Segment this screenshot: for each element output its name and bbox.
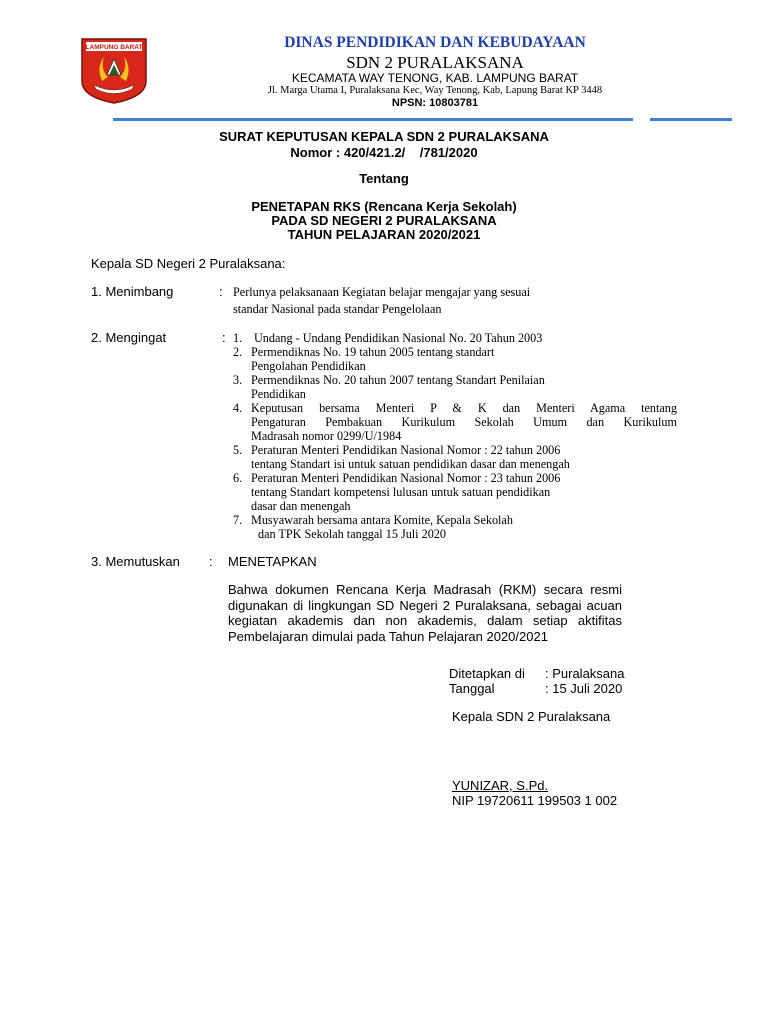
resolving-colon: : — [209, 554, 213, 569]
resolution-line: Bahwa dokumen Rencana Kerja Madrasah (RKM) secara resmi — [228, 582, 622, 597]
npsn-line: NPSN: 10803781 — [391, 97, 479, 109]
place-label: Ditetapkan di — [449, 666, 525, 681]
recalling-item-text: Pengolahan Pendidikan — [251, 359, 366, 373]
recalling-item-text: Peraturan Menteri Pendidikan Nasional Nomor : 23 tahun 2006 — [251, 471, 561, 485]
resolution-line: kegiatan akademis dan non akademis, dalam setiap aktifitas — [228, 613, 622, 628]
recalling-item-number: 1. — [233, 331, 243, 345]
subject-line-2: PADA SD NEGERI 2 PURALAKSANA — [271, 213, 497, 228]
subject-line-1: PENETAPAN RKS (Rencana Kerja Sekolah) — [251, 199, 517, 214]
recalling-item-text: dasar dan menengah — [251, 499, 351, 513]
considering-label: 1. Menimbang — [91, 284, 174, 299]
resolving-label: 3. Memutuskan — [91, 554, 180, 569]
agency-name: DINAS PENDIDIKAN DAN KEBUDAYAAN — [284, 34, 586, 51]
subject-line-3: TAHUN PELAJARAN 2020/2021 — [287, 227, 481, 242]
letterhead-divider-left — [113, 118, 633, 121]
opening-line: Kepala SD Negeri 2 Puralaksana: — [91, 256, 286, 271]
recalling-item-number: 5. — [233, 443, 243, 457]
resolution-line: digunakan di lingkungan SD Negeri 2 Puralaksana, sebagai acuan — [228, 597, 622, 613]
considering-colon: : — [219, 284, 223, 299]
date-label: Tanggal — [449, 681, 495, 696]
considering-line-2: standar Nasional pada standar Pengelolaan — [233, 302, 442, 316]
school-name: SDN 2 PURALAKSANA — [346, 53, 524, 72]
recalling-item-text: Pengaturan Pembakuan Kurikulum Sekolah Umum dan Kurikulum — [251, 415, 677, 429]
recalling-item-text: Musyawarah bersama antara Komite, Kepala Sekolah — [251, 513, 513, 527]
resolving-heading: MENETAPKAN — [228, 554, 317, 569]
resolution-line: Pembelajaran dimulai pada Tahun Pelajaran 2020/2021 — [228, 628, 548, 644]
district-line: KECAMATA WAY TENONG, KAB. LAMPUNG BARAT — [291, 71, 579, 85]
recalling-item-text: Pendidikan — [251, 387, 306, 401]
date-value: : 15 Juli 2020 — [545, 681, 623, 696]
about-label: Tentang — [359, 171, 409, 186]
recalling-colon: : — [222, 330, 226, 345]
letterhead-divider-right — [650, 118, 732, 121]
recalling-item-number: 3. — [233, 373, 243, 387]
recalling-item-text: Madrasah nomor 0299/U/1984 — [251, 429, 402, 443]
decree-number: Nomor : 420/421.2/ /781/2020 — [290, 145, 478, 160]
recalling-item-text: dan TPK Sekolah tanggal 15 Juli 2020 — [258, 527, 446, 541]
recalling-item-text: Permendiknas No. 20 tahun 2007 tentang Standart Penilaian — [251, 373, 545, 387]
recalling-item-text: Undang - Undang Pendidikan Nasional No. 20 Tahun 2003 — [254, 331, 543, 345]
recalling-item-text: Permendiknas No. 19 tahun 2005 tentang standart — [251, 345, 495, 359]
recalling-item-number: 7. — [233, 513, 243, 527]
recalling-item-number: 2. — [233, 345, 243, 359]
recalling-item-text: tentang Standart isi untuk satuan pendidikan dasar dan menengah — [251, 457, 570, 471]
signatory-name: YUNIZAR, S.Pd. — [452, 778, 549, 793]
recalling-label: 2. Mengingat — [91, 330, 167, 345]
recalling-item-text: Keputusan bersama Menteri P & K dan Menteri Agama tentang — [251, 401, 677, 415]
recalling-item-number: 4. — [233, 401, 243, 415]
recalling-item-text: tentang Standart kompetensi lulusan untuk satuan pendidikan — [251, 485, 551, 499]
decree-title: SURAT KEPUTUSAN KEPALA SDN 2 PURALAKSANA — [219, 129, 549, 144]
recalling-item-text: Peraturan Menteri Pendidikan Nasional Nomor : 22 tahun 2006 — [251, 443, 561, 457]
logo-text: LAMPUNG BARAT — [85, 44, 143, 51]
lampung-barat-coat-of-arms-icon — [80, 37, 148, 105]
address-line: Jl. Marga Utama I, Puralaksana Kec, Way Tenong, Kab, Lapung Barat KP 3448 — [267, 85, 603, 96]
resolution-paragraph — [228, 582, 622, 644]
recalling-item-number: 6. — [233, 471, 243, 485]
signatory-nip: NIP 19720611 199503 1 002 — [452, 793, 618, 808]
place-value: : Puralaksana — [545, 666, 625, 681]
considering-line-1: Perlunya pelaksanaan Kegiatan belajar mengajar yang sesuai — [233, 285, 531, 299]
signatory-position: Kepala SDN 2 Puralaksana — [452, 709, 611, 724]
